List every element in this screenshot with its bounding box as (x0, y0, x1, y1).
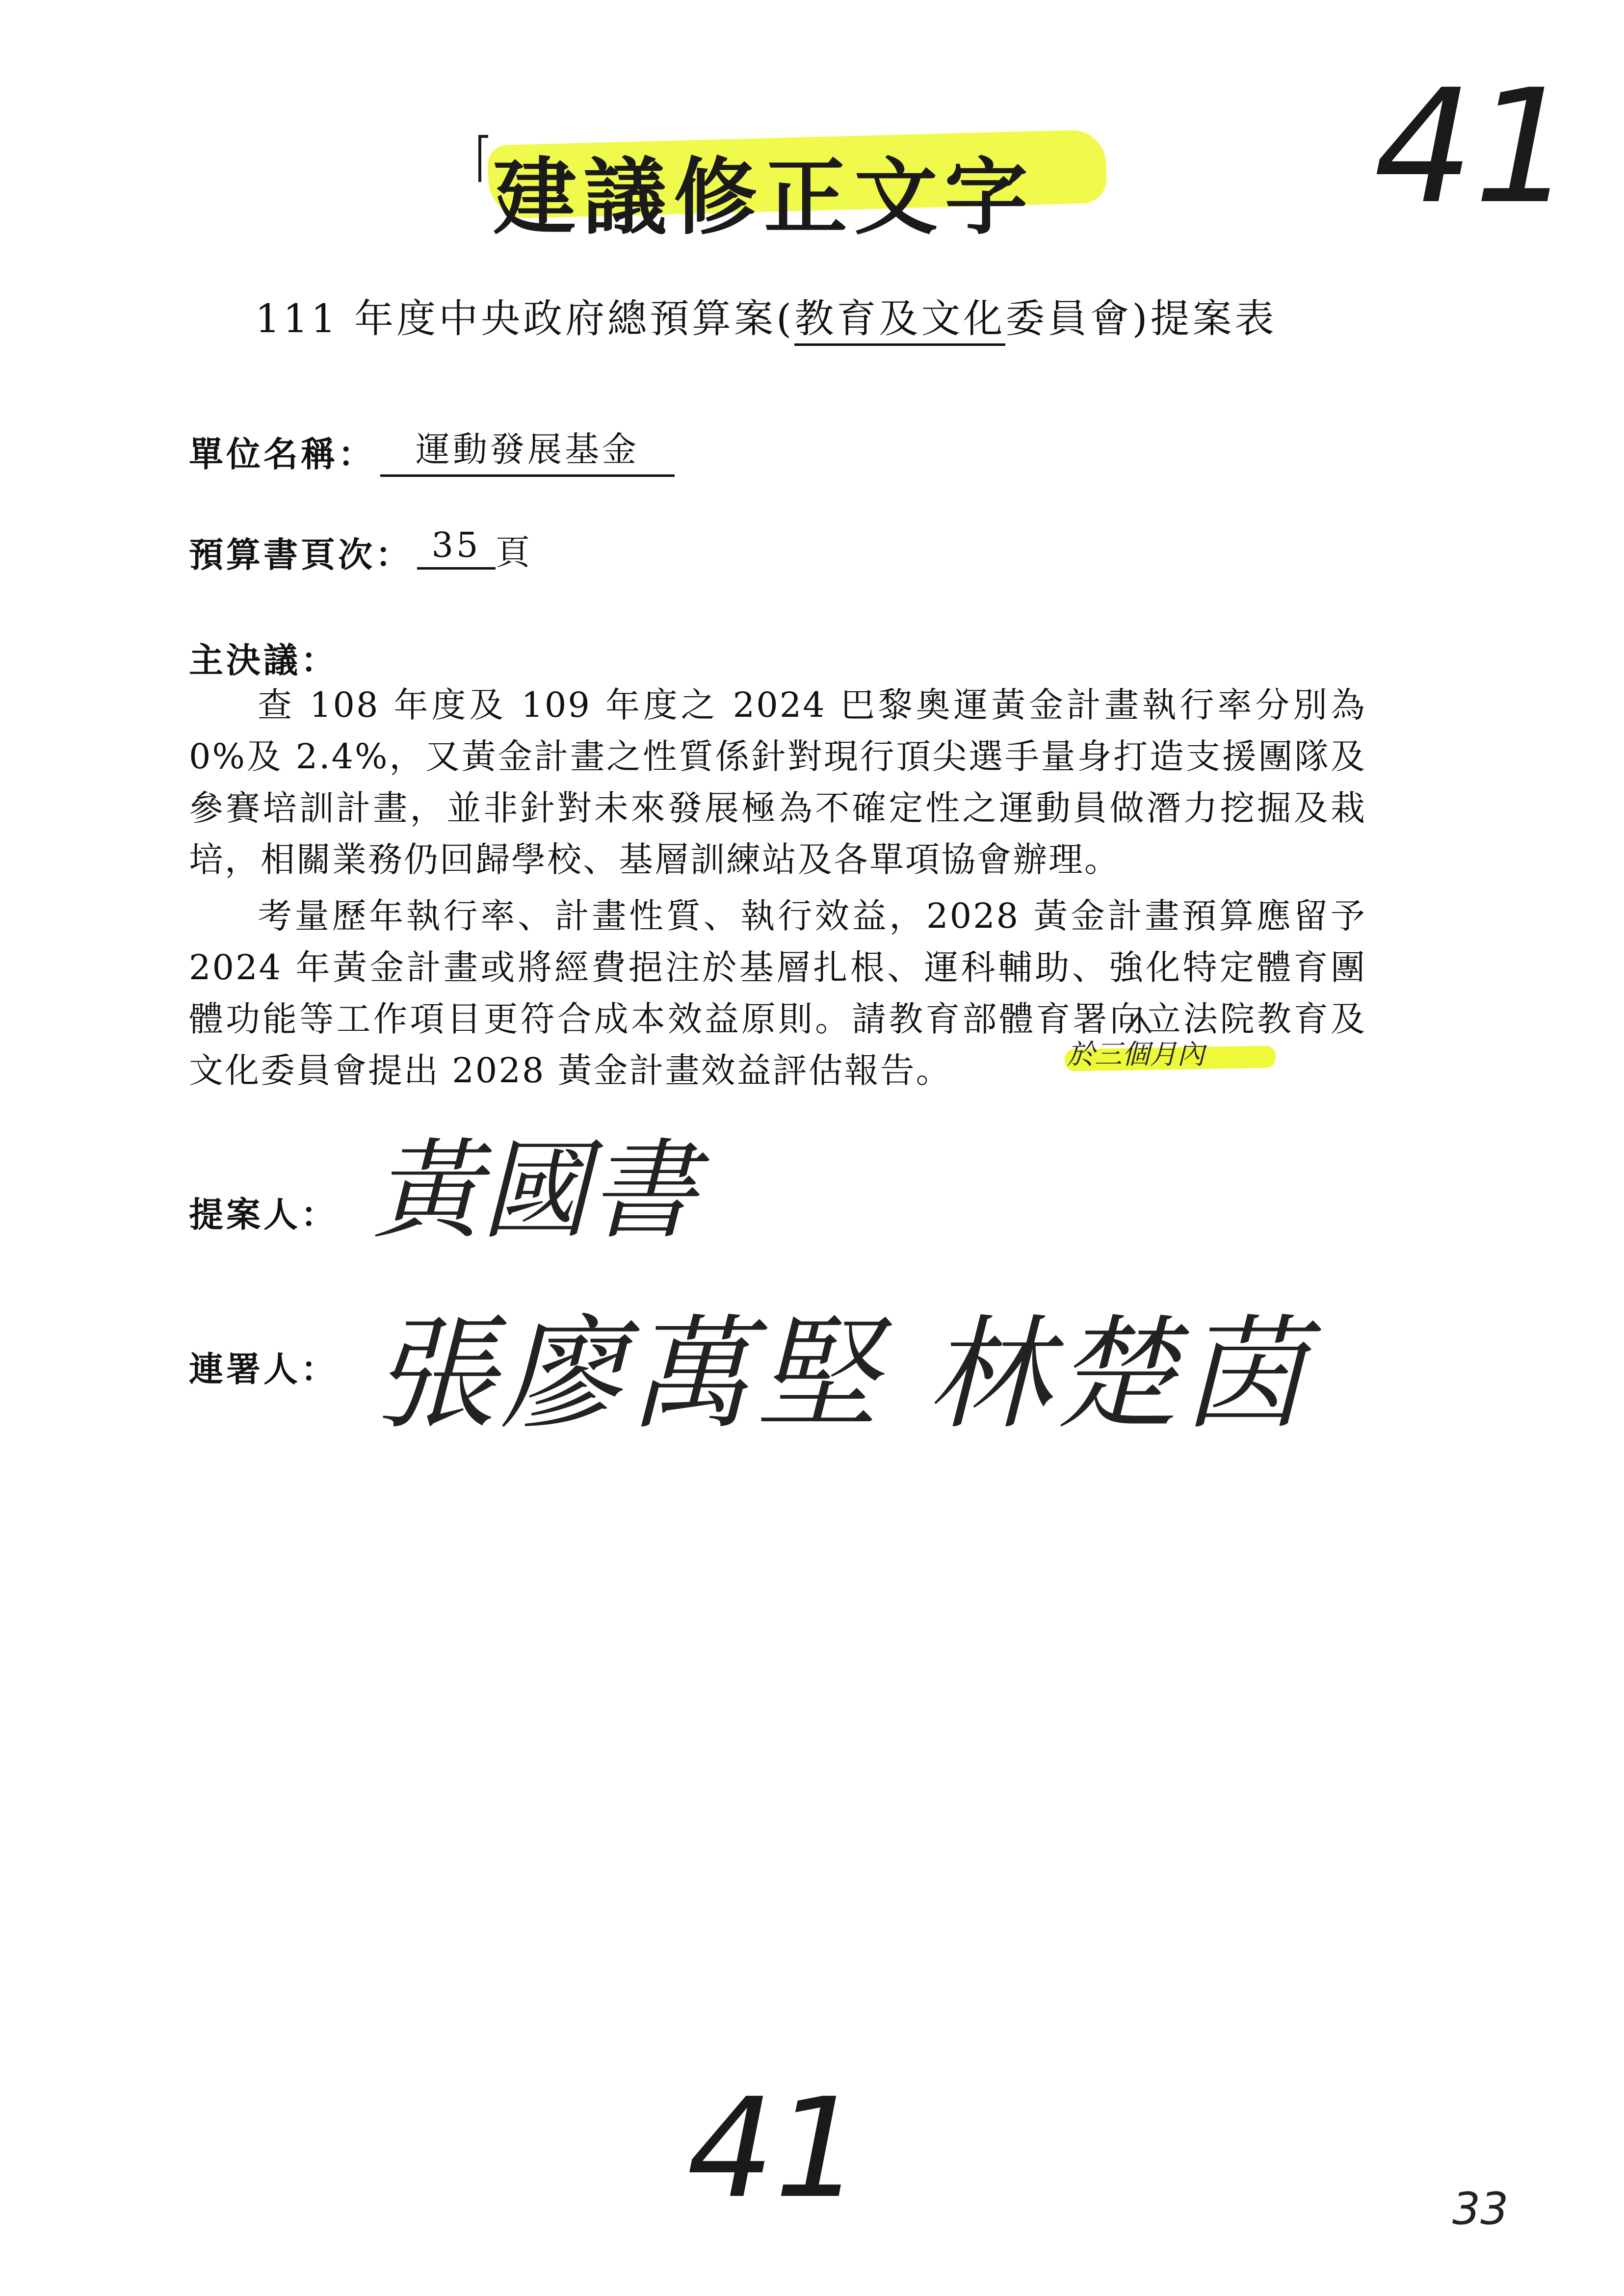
resolution-paragraph-2: 考量歷年執行率、計畫性質、執行效益，2028 黃金計畫預算應留予 2024 年黃金計畫或將經費挹注於基層扎根、運科輔助、強化特定體育團體功能等工作項目更符合成本效益原則。請教育部體育署向立法院教育及文化委員會提出 2028 黃金計畫效益評估報告。 (189, 896, 1366, 1091)
cosigner-signature: 張廖萬堅 林楚茵 (373, 1303, 1310, 1446)
bracket-mark (478, 135, 488, 182)
proposer-signature: 黃國書 (373, 1128, 697, 1253)
cosigner-label: 連署人： (189, 1349, 338, 1389)
insertion-caret-icon (1124, 1011, 1153, 1035)
title-prefix: 111 年度中央政府總預算案( (255, 296, 795, 341)
budget-page-number: 35 (417, 525, 496, 570)
handwritten-number-top: 41 (1374, 56, 1574, 238)
document-title (255, 287, 1277, 343)
title-suffix: 委員會)提案表 (1005, 296, 1277, 341)
handwritten-number-bottom: 41 (687, 2069, 862, 2229)
stamp-header (493, 118, 1101, 246)
page-number: 33 (1452, 2183, 1509, 2235)
resolution-label: 主決議： (189, 640, 338, 680)
stamp-text: 建議修正文字 (493, 148, 1035, 246)
unit-value: 運動發展基金 (380, 422, 675, 477)
budget-page-label: 預算書頁次： (189, 534, 413, 575)
budget-page-unit: 頁 (496, 532, 533, 573)
resolution-paragraph-1: 查 108 年度及 109 年度之 2024 巴黎奧運黃金計畫執行率分別為 0%及 2.4%，又黃金計畫之性質係針對現行頂尖選手量身打造支援團隊及參賽培訓計畫，並非針對未來發展極為不確定性之運動員做潛力挖掘及栽培，相關業務仍回歸學校、基層訓練站及各單項協會辦理。 (189, 685, 1366, 880)
handwritten-insert-note: 於三個月內 (1067, 1039, 1205, 1070)
unit-label: 單位名稱： (189, 434, 375, 474)
proposer-label: 提案人： (189, 1194, 338, 1235)
title-committee: 教育及文化 (794, 296, 1005, 346)
